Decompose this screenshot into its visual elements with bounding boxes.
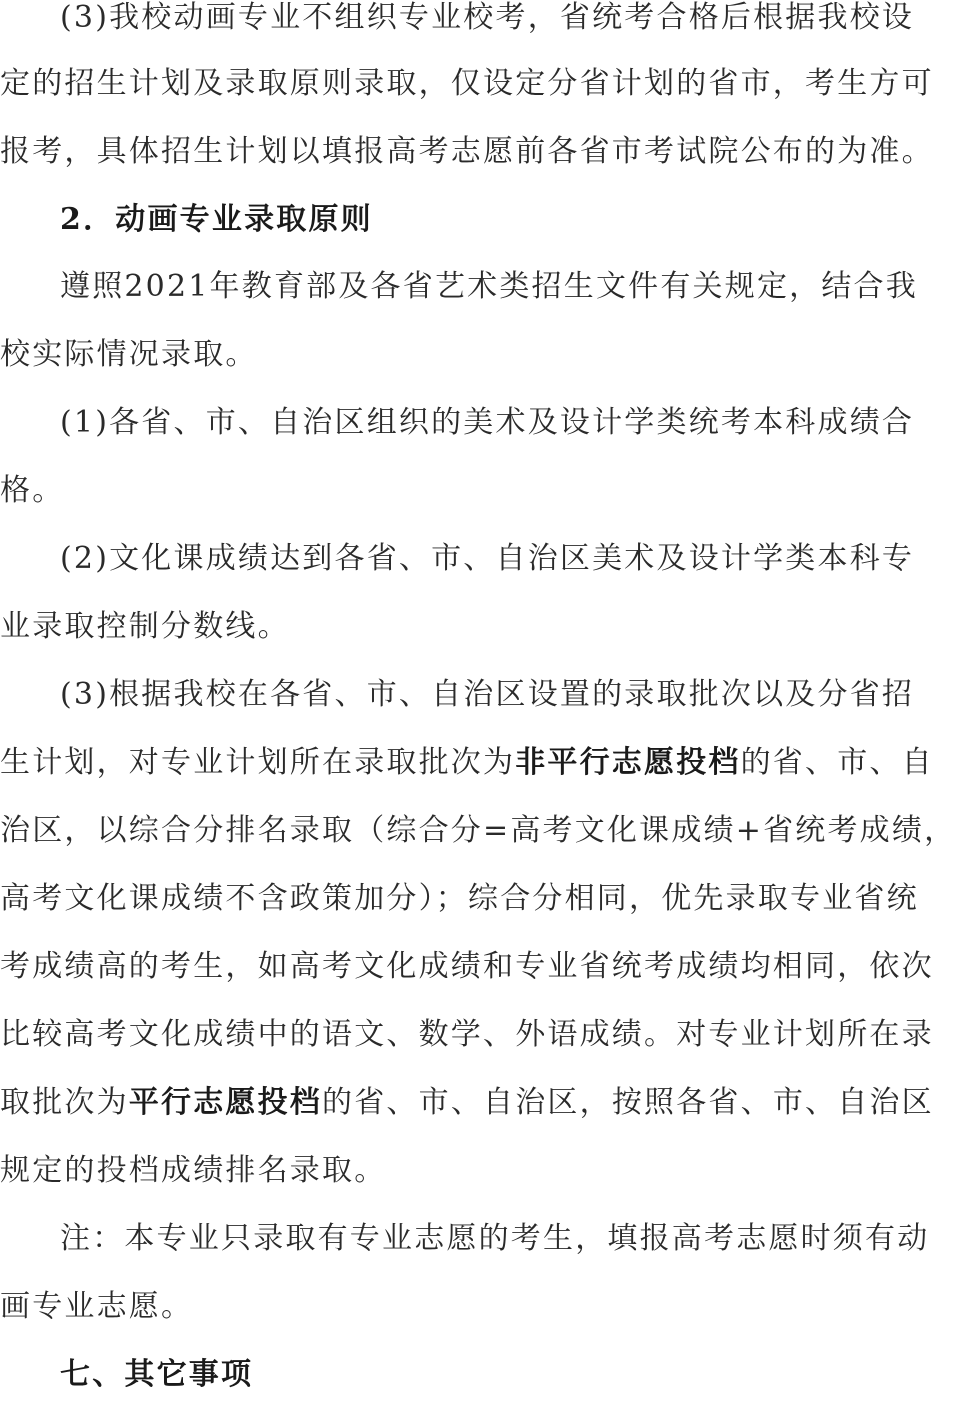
intro-line1: 遵照2021年教育部及各省艺术类招生文件有关规定，结合我 <box>60 269 918 304</box>
item3-line2-text-b: 的省、市、自 <box>740 745 934 780</box>
note-line1: 注：本专业只录取有专业志愿的考生，填报高考志愿时须有动 <box>60 1221 930 1256</box>
item3-line1: (3)根据我校在各省、市、自治区设置的录取批次以及分省招 <box>60 677 915 712</box>
item3-line8: 规定的投档成绩排名录取。 <box>0 1153 387 1188</box>
intro-line2: 校实际情况录取。 <box>0 337 258 372</box>
item2-line1: (2)文化课成绩达到各省、市、自治区美术及设计学类本科专 <box>60 541 915 576</box>
item3-line3: 治区，以综合分排名录取（综合分=高考文化课成绩+省统考成绩， <box>0 813 957 848</box>
para1-line1: (3)我校动画专业不组织专业校考，省统考合格后根据我校设 <box>60 0 915 35</box>
item2-line2: 业录取控制分数线。 <box>0 609 290 644</box>
para1-line3: 报考，具体招生计划以填报高考志愿前各省市考试院公布的为准。 <box>0 134 934 169</box>
note-line2: 画专业志愿。 <box>0 1289 194 1324</box>
section-heading-other-matters: 七、其它事项 <box>60 1357 254 1392</box>
item3-line5: 考成绩高的考生，如高考文化成绩和专业省统考成绩均相同，依次 <box>0 949 934 984</box>
item3-line7-text-a: 取批次为 <box>0 1085 129 1120</box>
item3-line7-text-b: 的省、市、自治区，按照各省、市、自治区 <box>322 1085 934 1120</box>
item3-line7 <box>0 1069 934 1137</box>
non-parallel-volunteer-emphasis: 非平行志愿投档 <box>515 745 741 780</box>
item1-line1: (1)各省、市、自治区组织的美术及设计学类统考本科成绩合 <box>60 405 915 440</box>
item3-line2 <box>0 729 934 797</box>
item3-line2-text-a: 生计划，对专业计划所在录取批次为 <box>0 745 516 780</box>
item3-line4: 高考文化课成绩不含政策加分）；综合分相同，优先录取专业省统 <box>0 881 919 916</box>
item1-line2: 格。 <box>0 473 65 508</box>
item3-line6: 比较高考文化成绩中的语文、数学、外语成绩。对专业计划所在录 <box>0 1017 934 1052</box>
section-heading-admission-principles: 2．动画专业录取原则 <box>60 202 373 237</box>
para1-line2: 定的招生计划及录取原则录取，仅设定分省计划的省市，考生方可 <box>0 66 934 101</box>
parallel-volunteer-emphasis: 平行志愿投档 <box>128 1085 323 1120</box>
